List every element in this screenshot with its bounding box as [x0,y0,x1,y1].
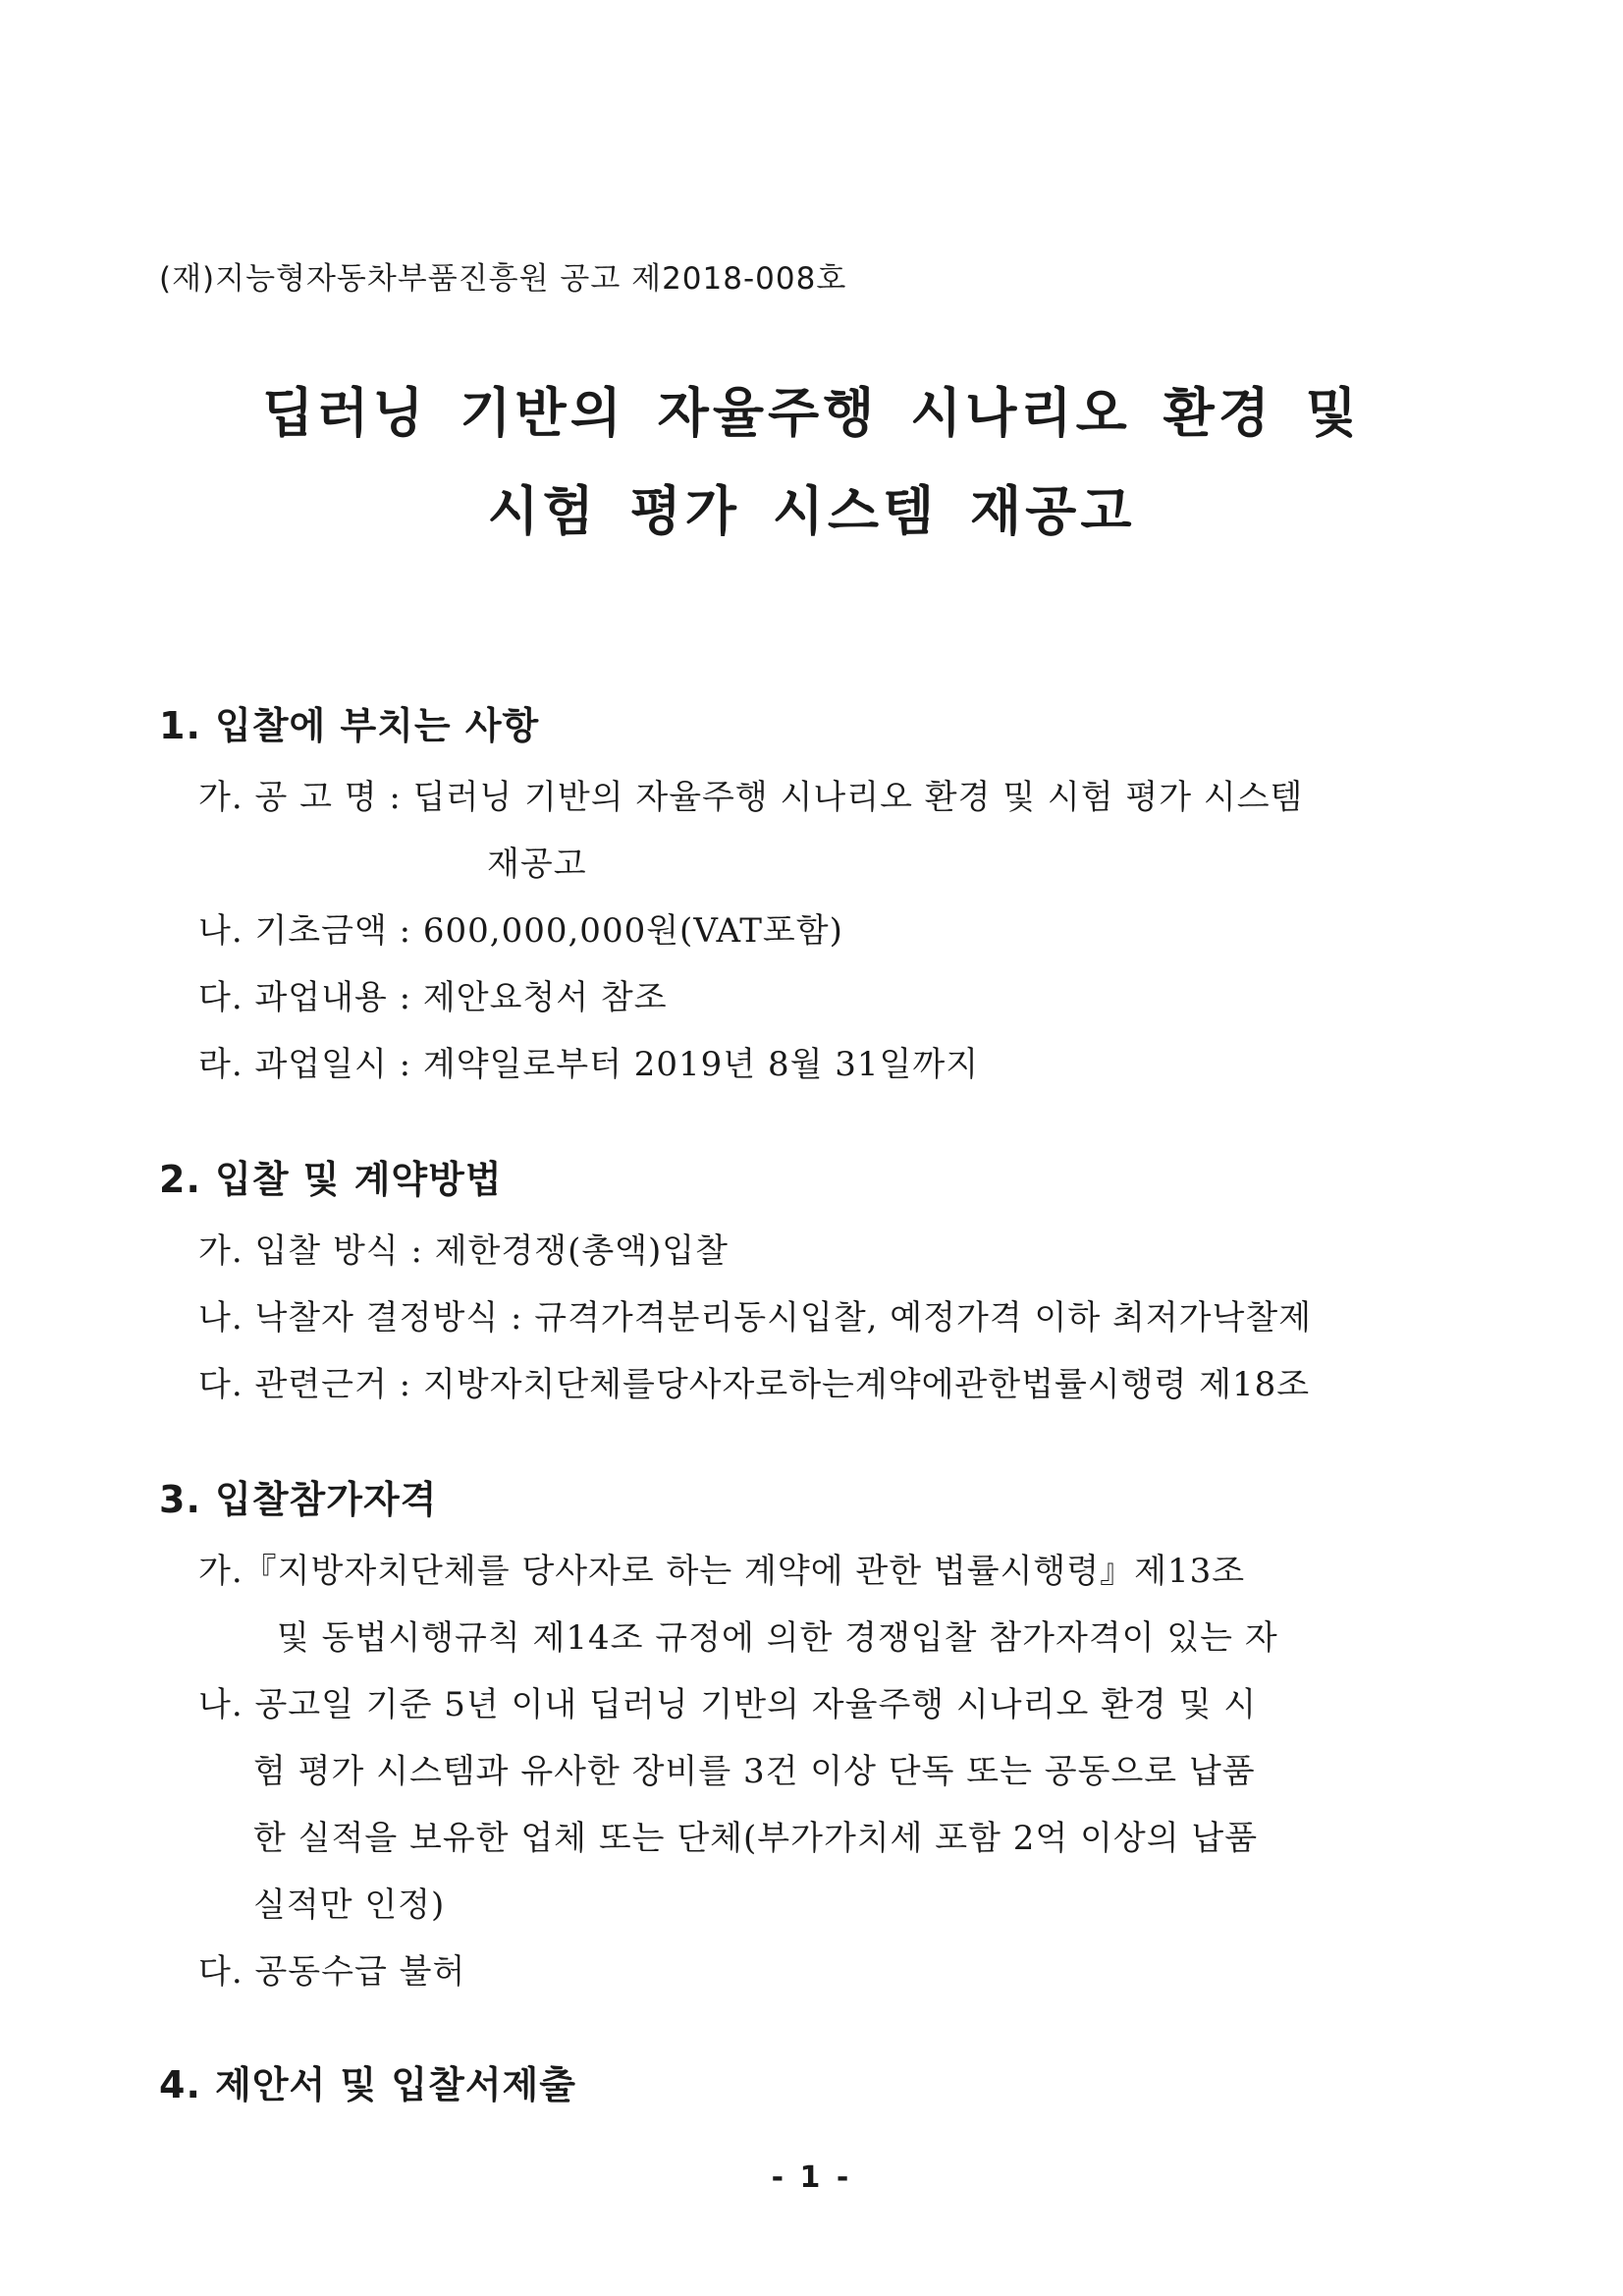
section-4-heading: 4. 제안서 및 입찰서제출 [159,2063,576,2106]
section-2-item-a: 가. 입찰 방식 : 제한경쟁(총액)입찰 [198,1231,729,1271]
section-3-item-b-continued-1: 험 평가 시스템과 유사한 장비를 3건 이상 단독 또는 공동으로 납품 [253,1752,1256,1791]
section-1-heading: 1. 입찰에 부치는 사항 [159,704,540,747]
section-2-heading: 2. 입찰 및 계약방법 [159,1158,503,1201]
section-3-heading: 3. 입찰참가자격 [159,1478,438,1521]
notice-number: (재)지능형자동차부품진흥원 공고 제2018-008호 [159,261,847,297]
section-3-item-b-continued-3: 실적만 인정) [253,1886,446,1925]
section-1-item-a-continued: 재공고 [487,845,587,884]
section-1-item-b: 나. 기초금액 : 600,000,000원(VAT포함) [198,911,843,951]
section-2-item-b: 나. 낙찰자 결정방식 : 규격가격분리동시입찰, 예정가격 이하 최저가낙찰제 [198,1298,1313,1338]
section-3-item-c: 다. 공동수급 불허 [198,1952,466,1992]
section-1-item-d: 라. 과업일시 : 계약일로부터 2019년 8월 31일까지 [198,1045,980,1084]
section-3-item-b: 나. 공고일 기준 5년 이내 딥러닝 기반의 자율주행 시나리오 환경 및 시 [198,1685,1258,1724]
section-3-item-a: 가.『지방자치단체를 당사자로 하는 계약에 관한 법률시행령』제13조 [198,1552,1246,1591]
section-2-item-c: 다. 관련근거 : 지방자치단체를당사자로하는계약에관한법률시행령 제18조 [198,1365,1311,1404]
section-3-item-a-continued: 및 동법시행규칙 제14조 규정에 의한 경쟁입찰 참가자격이 있는 자 [277,1618,1278,1658]
document-title-line-2: 시험 평가 시스템 재공고 [487,480,1136,542]
section-1-item-c: 다. 과업내용 : 제안요청서 참조 [198,978,668,1017]
document-title-line-1: 딥러닝 기반의 자율주행 시나리오 환경 및 [262,382,1361,444]
section-3-item-b-continued-2: 한 실적을 보유한 업체 또는 단체(부가가치세 포함 2억 이상의 납품 [253,1819,1259,1858]
page-number: - 1 - [771,2160,852,2195]
section-1-item-a: 가. 공 고 명 : 딥러닝 기반의 자율주행 시나리오 환경 및 시험 평가 시스템 [198,778,1304,817]
